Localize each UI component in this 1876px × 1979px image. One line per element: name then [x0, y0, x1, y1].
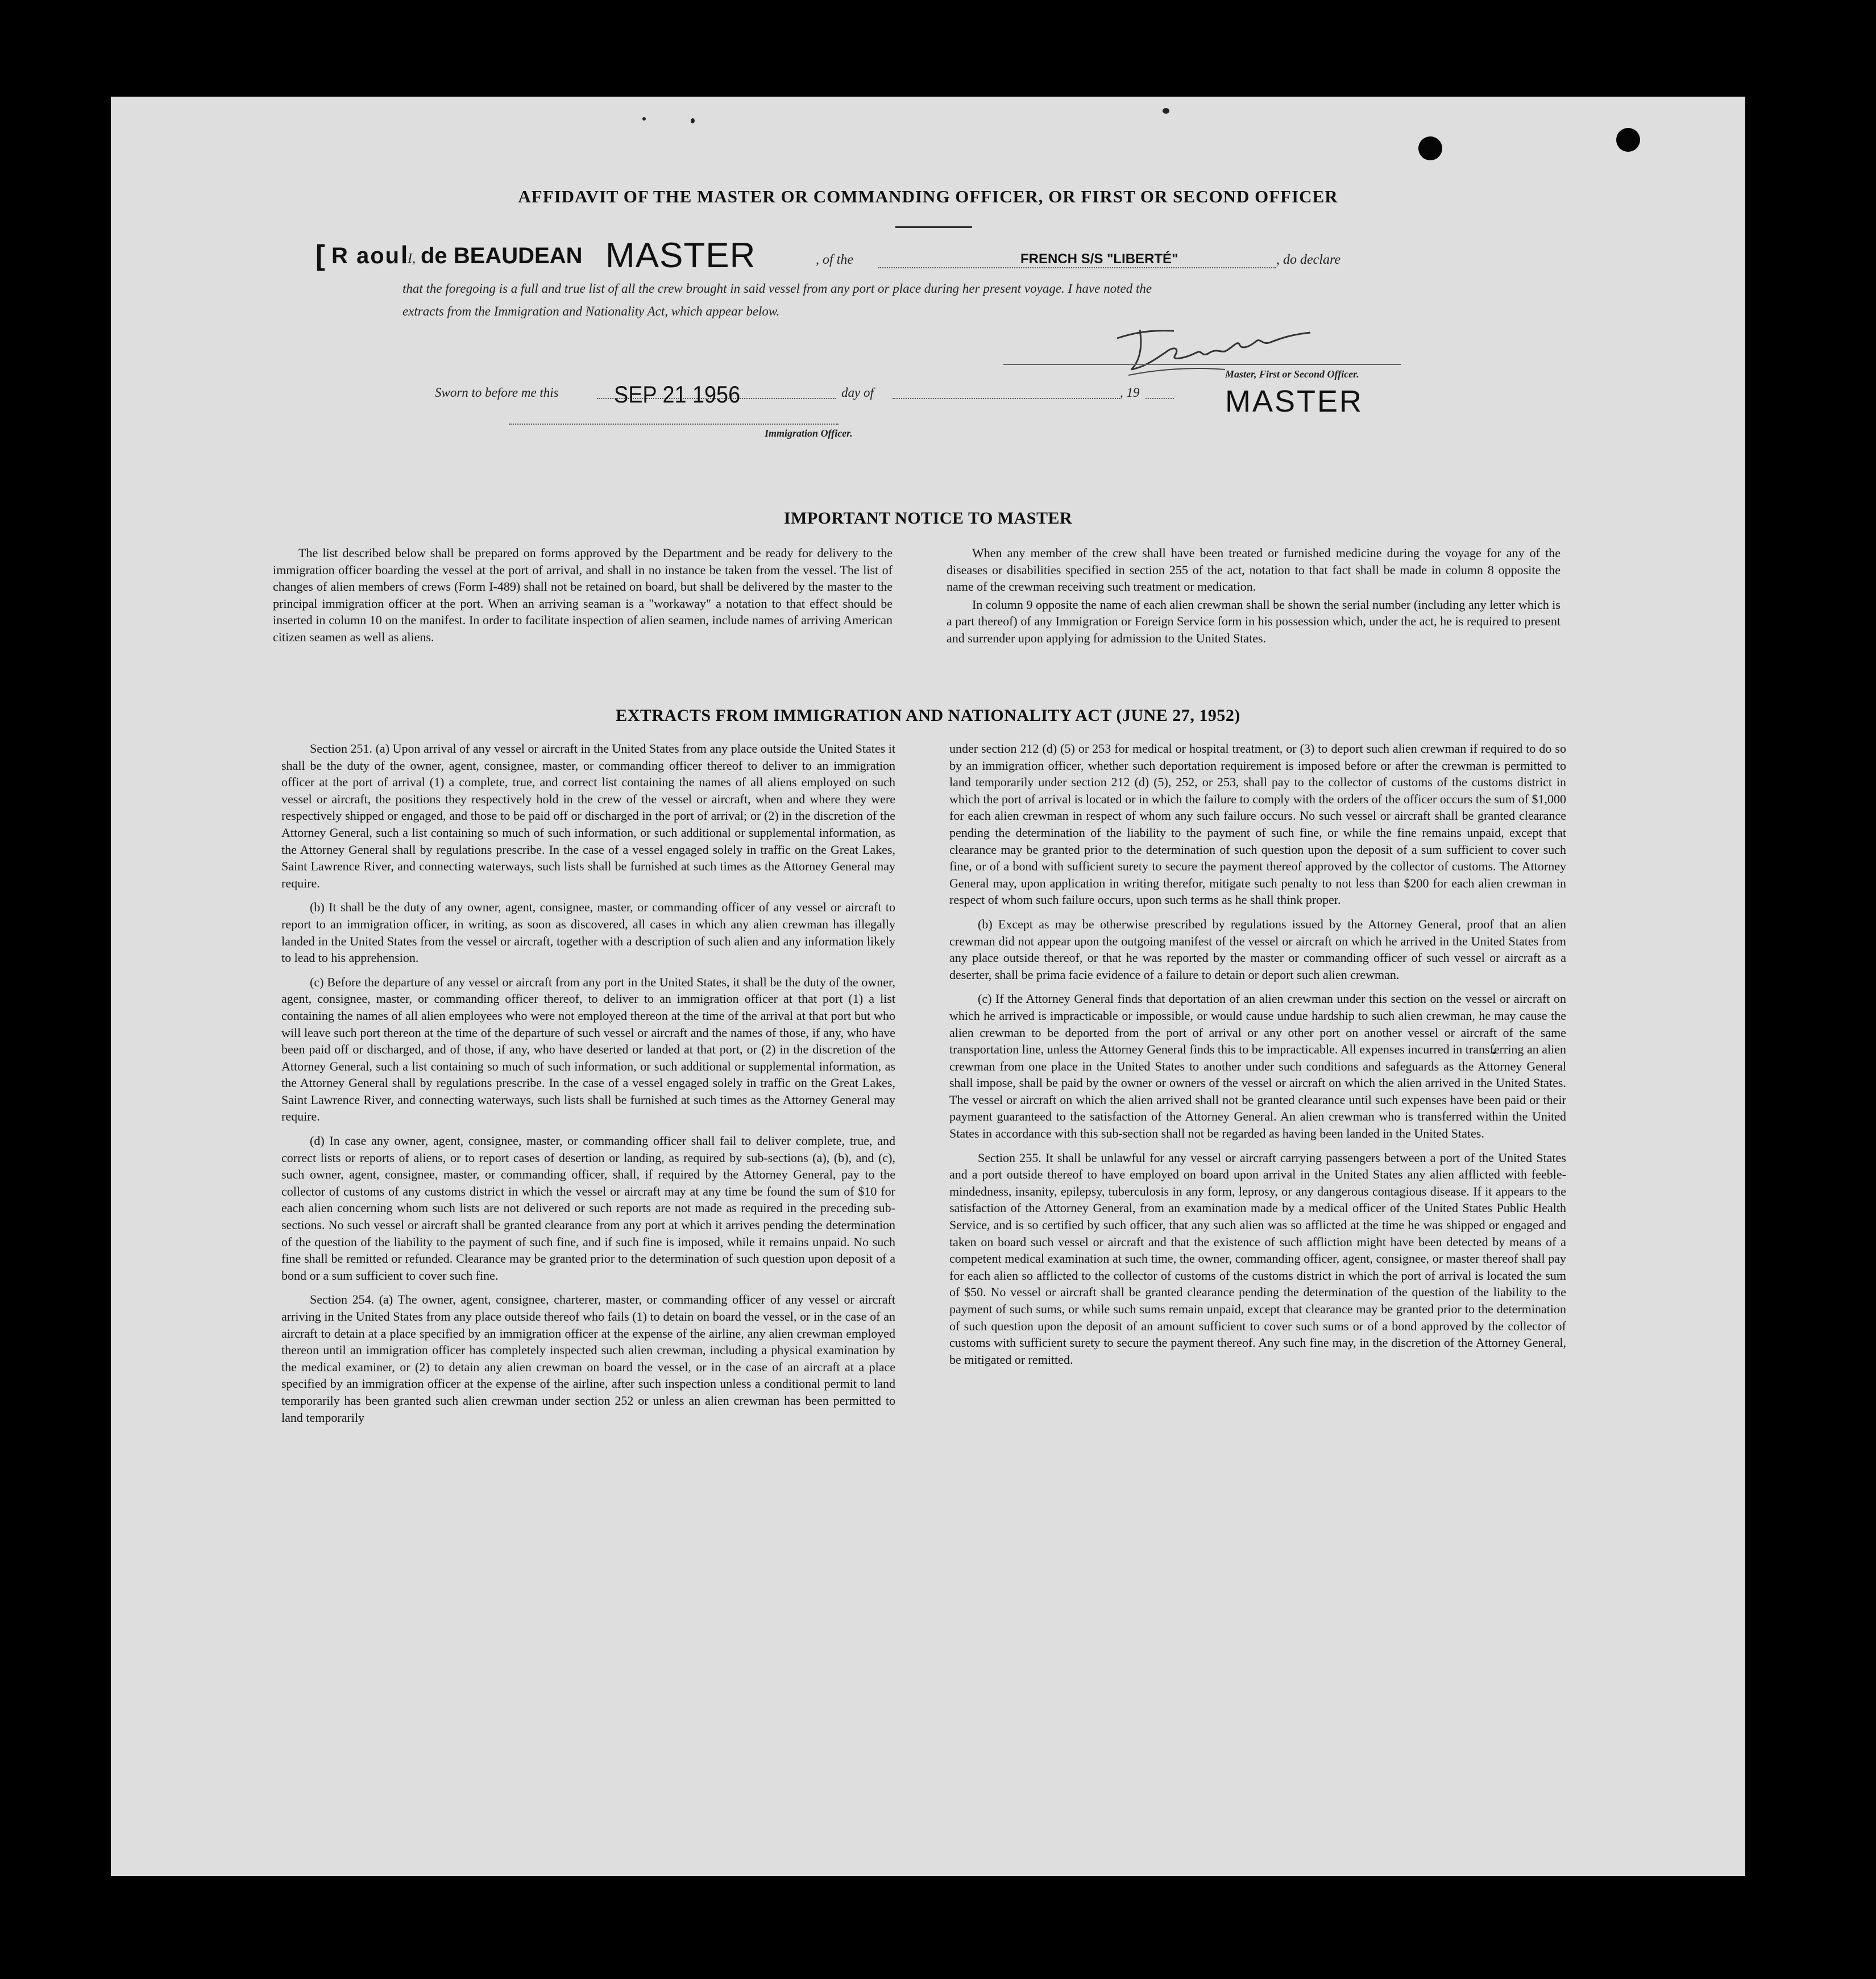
punch-hole-left [1418, 136, 1442, 160]
affidavit-title: AFFIDAVIT OF THE MASTER OR COMMANDING OFFICER, OR FIRST OR SECOND OFFICER [518, 186, 1338, 206]
extract-paragraph: under section 212 (d) (5) or 253 for medical or hospital treatment, or (3) to deport such alien crewman if required to do so by an immigration officer, whether such deportation requirement is imposed before or after the crewman is permitted to land temporarily under section 212 (d) (5), 252, or 253, shall pay to the collector of customs of the customs district in which the port of arrival is located or in which the failure to comply with the orders of the officer occurs the sum of $1,000 for each alien crewman in respect of whom any such failure occurs. No such vessel or aircraft shall be granted clearance pending the determination of the liability to the payment of such fine, or while the fine remains unpaid, except that clearance may be granted prior to the determination of such question upon the deposit of a sum sufficient to cover such fine, or of a bond with sufficient surety to secure the payment thereof approved by the collector of customs. The Attorney General may, upon application in writing therefor, mitigate such penalty to not less than $200 for each alien crewman in respect of whom such failure occurs, upon such terms as he shall think proper. [949, 741, 1566, 907]
extract-paragraph: (c) Before the departure of any vessel or aircraft from any port in the United States, it shall be the duty of the owner, agent, consignee, master, or commanding officer thereof, to deliver to an immigration officer at that port (1) a list containing the names of all alien employees who were not employed thereon at the time of the arrival at that port but who will leave such port thereon at the time of the departure of such vessel or aircraft and the names of those, if any, who have been paid off or discharged, and of those, if any, who have deserted or landed at that port, or (2) in the discretion of the Attorney General, such a list containing so much of such information, or such additional or supplemental information, as the Attorney General shall by regulations prescribe. In the case of a vessel engaged solely in traffic on the Great Lakes, Saint Lawrence River, and connecting waterways, such lists shall be furnished at such times as the Attorney General may require. [281, 974, 895, 1124]
sworn-date-stamp: SEP 21 1956 [614, 381, 741, 408]
notice-right-paragraph: In column 9 opposite the name of each alien crewman shall be shown the serial number (including any letter which is a part thereof) of any Immigration or Foreign Service form in his possession which, under the act, he is required to present and surrender upon applying for admission to the United States. [947, 597, 1560, 645]
extract-paragraph: Section 254. (a) The owner, agent, consignee, charterer, master, or commanding officer of any vessel or aircraft arriving in the United States from any place outside thereof who fails (1) to detain on board the vessel, or in the case of an aircraft to detain at a place specified by an immigration officer at the expense of the airline, any alien crewman employed thereon until an immigration officer has completely inspected such alien crewman, including a physical examination by the medical examiner, or (2) to detain any alien crewman on board the vessel, or in the case of an aircraft at a place specified by an immigration officer at the expense of the airline, after such inspection unless a conditional permit to land temporarily has been granted such alien crewman under section 252 or unless an alien crewman has been permitted to land temporarily [281, 1292, 895, 1425]
do-declare-label: , do declare [1276, 252, 1341, 267]
extract-paragraph: (c) If the Attorney General finds that deportation of an alien crewman under this section on the vessel or aircraft on which he arrived is impracticable or impossible, or would cause undue hardship to such alien crewman, he may cause the alien crewman to be deported from the port of arrival or any other port on another vessel or aircraft of the same transportation line, unless the Attorney General finds this to be impracticable. All expenses incurred in transferring an alien crewman from one place in the United States to another under such conditions and safeguards as the Attorney General shall impose, shall be paid by the owner or owners of the vessel or aircraft on which the alien arrived in the United States. The vessel or aircraft on which the alien arrived shall not be granted clearance until such expenses have been paid or their payment guaranteed to the satisfaction of the Attorney General. An alien crewman who is transferred within the United States in accordance with this sub-section shall not be regarded as having been landed in the United States. [949, 991, 1566, 1141]
of-the-label: , of the [816, 252, 853, 267]
day-of-label: day of [841, 385, 874, 400]
officer-caption: Immigration Officer. [765, 428, 853, 439]
year-prefix: , 19 [1120, 385, 1140, 400]
ink-speck [1163, 108, 1169, 114]
extract-paragraph: (b) Except as may be otherwise prescribed by regulations issued by the Attorney General, proof that an alien crewman did not appear upon the outgoing manifest of the vessel or aircraft on which he arrived in the United States from any place outside thereof, or that he was reported by the master or commanding officer of such vessel or aircraft as a deserter, shall be prima facie evidence of a failure to detain or deport such alien crewman. [949, 916, 1566, 982]
sworn-label: Sworn to before me this [435, 385, 559, 400]
declarant-first-name-end: l [401, 241, 408, 269]
rank-stamp: MASTER [1225, 384, 1364, 418]
declaration-line-1: that the foregoing is a full and true list of all the crew brought in said vessel from any port or place during her present voyage. I have noted the [402, 281, 1152, 296]
month-line [893, 398, 1120, 399]
title-underline [895, 226, 972, 228]
extracts-right-column [949, 740, 1566, 1375]
bracket-mark: [ [316, 239, 325, 271]
notice-left-paragraph: The list described below shall be prepared on forms approved by the Department and be ready for delivery to the immigration officer boarding the vessel at the port of arrival, and shall in no instance be taken from the vessel. The list of changes of alien members of crews (Form I-489) shall not be retained on board, but shall be delivered by the master to the principal immigration officer at the port. When an arriving seaman is a "workaway" a notation to that effect should be inserted in column 10 on the manifest. In order to facilitate inspection of alien seamen, include names of arriving American citizen seamen as well as aliens. [273, 546, 893, 644]
declaration-line-2: extracts from the Immigration and Nationality Act, which appear below. [402, 304, 780, 318]
notice-heading: IMPORTANT NOTICE TO MASTER [783, 509, 1073, 528]
extracts-heading: EXTRACTS FROM IMMIGRATION AND NATIONALITY ACT (JUNE 27, 1952) [616, 706, 1240, 725]
extracts-left-column [281, 740, 895, 1433]
signature-line [1003, 364, 1401, 365]
declarant-line [316, 236, 1595, 284]
extract-paragraph: Section 255. It shall be unlawful for any vessel or aircraft carrying passengers between a port of the United States and a port outside thereof to have employed on board upon arrival in the United States any alien afflicted with feeble-mindedness, insanity, epilepsy, tuberculosis in any form, leprosy, or any dangerous contagious disease. If it appears to the satisfaction of the Attorney General, from an examination made by a medical officer of the United States Public Health Service, and is so certified by such officer, that any such alien was so afflicted at the time he was shipped or engaged and taken on board such vessel or aircraft and that the existence of such affliction might have been detected by means of a competent medical examination at such time, the owner, commanding officer, agent, consignee, or master thereof shall pay for each alien so afflicted to the collector of customs of the customs district in which the port of arrival is located the sum of $50. No vessel or aircraft shall be granted clearance pending the determination of the question of the liability to the payment of such sums, or while such sums remain unpaid, except that clearance may be granted prior to the determination of such question upon the deposit of an amount sufficient to cover such sums or of a bond approved by the collector of customs with sufficient surety to secure the payment thereof. Any such fine may, in the discretion of the Attorney General, be mitigated or remitted. [949, 1150, 1566, 1367]
extract-paragraph: Section 251. (a) Upon arrival of any vessel or aircraft in the United States from any place outside the United States it shall be the duty of the owner, agent, consignee, master, or commanding officer thereof to deliver to an immigration officer at the port of arrival (1) a complete, true, and correct list containing the names of all aliens employed on such vessel or aircraft, the positions they respectively hold in the crew of the vessel or aircraft, when and where they were respectively shipped or engaged, and those to be paid off or discharged in the port of arrival; or (2) in the discretion of the Attorney General, such a list containing so much of such information, or such additional or supplemental information, as the Attorney General shall by regulations prescribe. In the case of a vessel engaged solely in traffic on the Great Lakes, Saint Lawrence River, and connecting waterways, such lists shall be furnished at such times as the Attorney General may require. [281, 741, 895, 890]
document-page [111, 97, 1745, 1876]
punch-hole-right [1616, 128, 1640, 152]
declarant-surname: de BEAUDEAN [421, 243, 583, 268]
year-line [1145, 398, 1174, 399]
extract-paragraph: (d) In case any owner, agent, consignee, master, or commanding officer shall fail to deliver complete, true, and correct lists or reports of aliens, or to report cases of desertion or landing, as required by sub-sections (a), (b), and (c), such owner, agent, consignee, master, or commanding officer, shall, if required by the Attorney General, pay to the collector of customs of any customs district in which the vessel or aircraft may at any time be found the sum of $10 for each alien concerning whom such lists are not delivered or such reports are not made as required in the preceding sub-sections. No such vessel or aircraft shall be granted clearance from any port at which it arrives pending the determination of the question of the liability to the payment of such fine, and if such fine is imposed, while it remains unpaid. No such fine shall be remitted or refunded. Clearance may be granted prior to the determination of such question upon deposit of a bond or a sum sufficient to cover such fine. [281, 1134, 895, 1283]
vessel-name: FRENCH S/S "LIBERTÉ" [1020, 251, 1178, 267]
declarant-first-name: R aou [331, 243, 401, 268]
notice-right-paragraph: When any member of the crew shall have been treated or furnished medicine during the voyage for any of the diseases or disabilities specified in section 255 of the act, notation to that fact shall be made in column 8 opposite the name of the crewman receiving such treatment or medication. [947, 546, 1560, 594]
declarant-rank: MASTER [605, 236, 756, 275]
officer-line [509, 424, 839, 425]
form-pronoun: I, [408, 251, 416, 266]
vessel-line [878, 267, 1276, 268]
signature-caption: Master, First or Second Officer. [1225, 368, 1359, 380]
ink-speck [642, 117, 646, 121]
notice-left-column [273, 545, 893, 646]
notice-right-column [947, 545, 1560, 648]
extract-paragraph: (b) It shall be the duty of any owner, agent, consignee, master, or commanding officer of any vessel or aircraft to report to an immigration officer, in writing, as soon as discovered, all cases in which any alien crewman has illegally landed in the United States from the vessel or aircraft, together with a description of such alien and any information likely to lead to his apprehension. [281, 900, 895, 965]
ink-speck [691, 118, 695, 123]
